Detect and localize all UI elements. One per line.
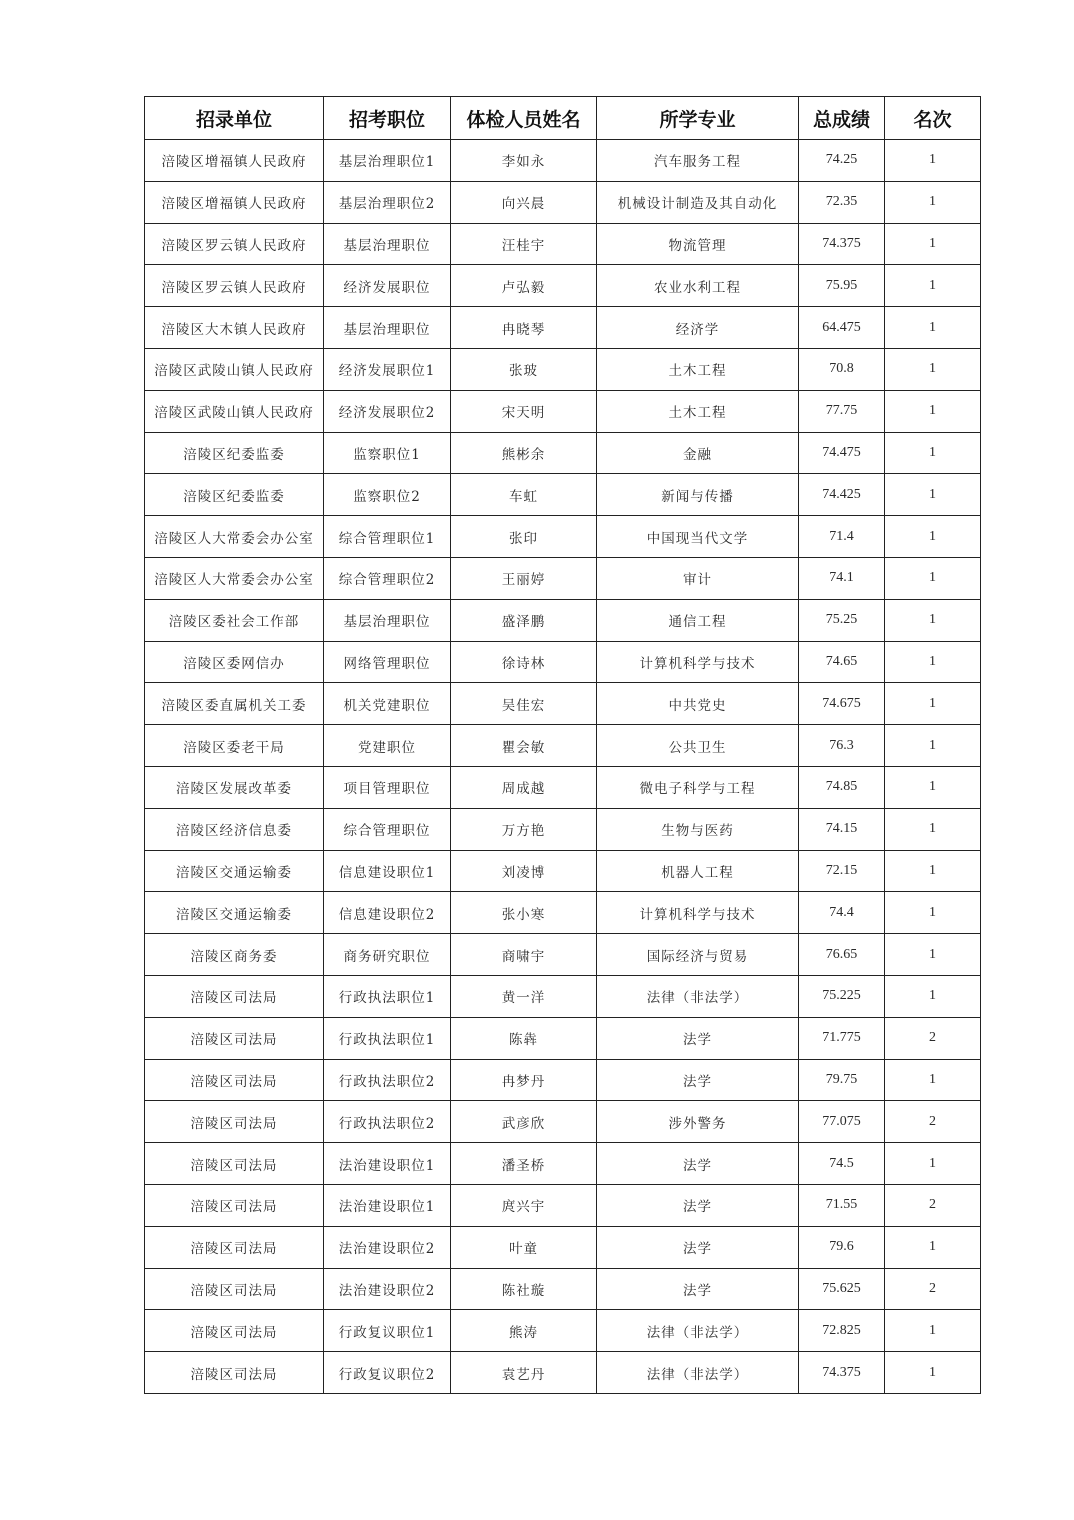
cell-major: 计算机科学与技术 — [597, 641, 799, 683]
cell-score: 74.15 — [799, 808, 885, 850]
cell-unit: 涪陵区委网信办 — [145, 641, 324, 683]
table-row — [145, 1268, 981, 1310]
cell-position: 经济发展职位2 — [324, 390, 451, 432]
cell-position: 基层治理职位 — [324, 223, 451, 265]
cell-major: 法学 — [597, 1017, 799, 1059]
cell-major: 汽车服务工程 — [597, 140, 799, 182]
cell-major: 法学 — [597, 1184, 799, 1226]
cell-score: 74.475 — [799, 432, 885, 474]
table-row — [145, 599, 981, 641]
cell-name: 向兴晨 — [451, 181, 597, 223]
cell-unit: 涪陵区司法局 — [145, 975, 324, 1017]
cell-name: 张印 — [451, 516, 597, 558]
cell-rank: 1 — [885, 432, 981, 474]
cell-position: 行政复议职位2 — [324, 1352, 451, 1394]
cell-name: 汪桂宇 — [451, 223, 597, 265]
cell-major: 生物与医药 — [597, 808, 799, 850]
table-row — [145, 390, 981, 432]
cell-unit: 涪陵区司法局 — [145, 1310, 324, 1352]
cell-major: 涉外警务 — [597, 1101, 799, 1143]
cell-name: 宋天明 — [451, 390, 597, 432]
cell-rank: 1 — [885, 390, 981, 432]
cell-name: 卢弘毅 — [451, 265, 597, 307]
table-row — [145, 557, 981, 599]
cell-rank: 1 — [885, 892, 981, 934]
table-row — [145, 140, 981, 182]
header-unit: 招录单位 — [145, 97, 324, 140]
cell-position: 党建职位 — [324, 725, 451, 767]
table-row — [145, 1310, 981, 1352]
cell-position: 监察职位1 — [324, 432, 451, 474]
table-row — [145, 516, 981, 558]
cell-unit: 涪陵区司法局 — [145, 1143, 324, 1185]
cell-position: 基层治理职位 — [324, 307, 451, 349]
cell-rank: 1 — [885, 474, 981, 516]
cell-major: 金融 — [597, 432, 799, 474]
exam-results-table — [144, 96, 981, 1394]
cell-name: 吴佳宏 — [451, 683, 597, 725]
cell-unit: 涪陵区武陵山镇人民政府 — [145, 390, 324, 432]
table-row — [145, 1352, 981, 1394]
cell-position: 基层治理职位 — [324, 599, 451, 641]
cell-score: 74.675 — [799, 683, 885, 725]
cell-major: 农业水利工程 — [597, 265, 799, 307]
cell-name: 陈犇 — [451, 1017, 597, 1059]
cell-rank: 1 — [885, 516, 981, 558]
cell-rank: 1 — [885, 348, 981, 390]
cell-major: 微电子科学与工程 — [597, 766, 799, 808]
cell-name: 李如永 — [451, 140, 597, 182]
cell-position: 综合管理职位2 — [324, 557, 451, 599]
table-header — [145, 97, 981, 140]
cell-name: 熊彬余 — [451, 432, 597, 474]
cell-position: 基层治理职位2 — [324, 181, 451, 223]
cell-rank: 1 — [885, 1352, 981, 1394]
cell-unit: 涪陵区司法局 — [145, 1226, 324, 1268]
cell-position: 监察职位2 — [324, 474, 451, 516]
cell-major: 法学 — [597, 1143, 799, 1185]
cell-name: 徐诗林 — [451, 641, 597, 683]
cell-rank: 1 — [885, 1226, 981, 1268]
cell-rank: 1 — [885, 599, 981, 641]
table-row — [145, 223, 981, 265]
table-row — [145, 181, 981, 223]
cell-rank: 1 — [885, 265, 981, 307]
cell-unit: 涪陵区发展改革委 — [145, 766, 324, 808]
cell-rank: 1 — [885, 975, 981, 1017]
cell-name: 庹兴宇 — [451, 1184, 597, 1226]
cell-score: 75.225 — [799, 975, 885, 1017]
cell-unit: 涪陵区司法局 — [145, 1352, 324, 1394]
cell-name: 商啸宇 — [451, 934, 597, 976]
cell-name: 万方艳 — [451, 808, 597, 850]
cell-rank: 1 — [885, 641, 981, 683]
table-row — [145, 1184, 981, 1226]
cell-rank: 1 — [885, 1310, 981, 1352]
cell-major: 法律（非法学） — [597, 975, 799, 1017]
cell-name: 陈社璇 — [451, 1268, 597, 1310]
cell-score: 72.35 — [799, 181, 885, 223]
cell-unit: 涪陵区委社会工作部 — [145, 599, 324, 641]
cell-position: 行政复议职位1 — [324, 1310, 451, 1352]
cell-score: 72.15 — [799, 850, 885, 892]
cell-rank: 1 — [885, 181, 981, 223]
header-position: 招考职位 — [324, 97, 451, 140]
cell-name: 王丽婷 — [451, 557, 597, 599]
cell-score: 71.55 — [799, 1184, 885, 1226]
table-row — [145, 348, 981, 390]
cell-rank: 2 — [885, 1184, 981, 1226]
cell-score: 75.95 — [799, 265, 885, 307]
cell-unit: 涪陵区委老干局 — [145, 725, 324, 767]
cell-score: 79.6 — [799, 1226, 885, 1268]
cell-position: 项目管理职位 — [324, 766, 451, 808]
cell-name: 张小寒 — [451, 892, 597, 934]
cell-position: 法治建设职位1 — [324, 1184, 451, 1226]
cell-score: 76.3 — [799, 725, 885, 767]
table-row — [145, 1143, 981, 1185]
cell-major: 法律（非法学） — [597, 1310, 799, 1352]
table-row — [145, 1101, 981, 1143]
cell-score: 74.25 — [799, 140, 885, 182]
cell-name: 叶童 — [451, 1226, 597, 1268]
cell-score: 74.1 — [799, 557, 885, 599]
cell-rank: 1 — [885, 557, 981, 599]
cell-position: 法治建设职位2 — [324, 1268, 451, 1310]
cell-unit: 涪陵区武陵山镇人民政府 — [145, 348, 324, 390]
cell-rank: 2 — [885, 1268, 981, 1310]
cell-major: 通信工程 — [597, 599, 799, 641]
cell-rank: 1 — [885, 850, 981, 892]
cell-position: 经济发展职位 — [324, 265, 451, 307]
table-row — [145, 307, 981, 349]
cell-unit: 涪陵区人大常委会办公室 — [145, 516, 324, 558]
table-row — [145, 934, 981, 976]
cell-score: 71.775 — [799, 1017, 885, 1059]
cell-rank: 1 — [885, 725, 981, 767]
cell-major: 新闻与传播 — [597, 474, 799, 516]
table-row — [145, 725, 981, 767]
cell-score: 71.4 — [799, 516, 885, 558]
table-row — [145, 683, 981, 725]
cell-position: 网络管理职位 — [324, 641, 451, 683]
table-body — [145, 140, 981, 1394]
table-row — [145, 850, 981, 892]
cell-position: 行政执法职位1 — [324, 975, 451, 1017]
cell-rank: 1 — [885, 1059, 981, 1101]
cell-rank: 2 — [885, 1101, 981, 1143]
table-row — [145, 641, 981, 683]
table-row — [145, 432, 981, 474]
cell-position: 基层治理职位1 — [324, 140, 451, 182]
cell-unit: 涪陵区罗云镇人民政府 — [145, 265, 324, 307]
cell-position: 行政执法职位1 — [324, 1017, 451, 1059]
cell-unit: 涪陵区纪委监委 — [145, 432, 324, 474]
cell-name: 袁艺丹 — [451, 1352, 597, 1394]
cell-unit: 涪陵区经济信息委 — [145, 808, 324, 850]
table-row — [145, 975, 981, 1017]
cell-score: 74.375 — [799, 1352, 885, 1394]
cell-rank: 1 — [885, 766, 981, 808]
cell-position: 法治建设职位2 — [324, 1226, 451, 1268]
cell-position: 商务研究职位 — [324, 934, 451, 976]
results-table-container — [144, 96, 980, 1394]
cell-major: 法学 — [597, 1059, 799, 1101]
cell-major: 机器人工程 — [597, 850, 799, 892]
cell-name: 张玻 — [451, 348, 597, 390]
cell-major: 土木工程 — [597, 390, 799, 432]
cell-name: 黄一洋 — [451, 975, 597, 1017]
cell-unit: 涪陵区委直属机关工委 — [145, 683, 324, 725]
table-row — [145, 766, 981, 808]
cell-major: 经济学 — [597, 307, 799, 349]
cell-rank: 1 — [885, 307, 981, 349]
table-row — [145, 474, 981, 516]
table-row — [145, 1059, 981, 1101]
cell-position: 行政执法职位2 — [324, 1101, 451, 1143]
cell-name: 盛泽鹏 — [451, 599, 597, 641]
cell-name: 熊涛 — [451, 1310, 597, 1352]
cell-unit: 涪陵区大木镇人民政府 — [145, 307, 324, 349]
cell-score: 74.4 — [799, 892, 885, 934]
cell-name: 冉梦丹 — [451, 1059, 597, 1101]
cell-unit: 涪陵区交通运输委 — [145, 850, 324, 892]
cell-major: 法学 — [597, 1226, 799, 1268]
cell-unit: 涪陵区交通运输委 — [145, 892, 324, 934]
cell-major: 公共卫生 — [597, 725, 799, 767]
table-row — [145, 265, 981, 307]
cell-name: 周成越 — [451, 766, 597, 808]
cell-major: 物流管理 — [597, 223, 799, 265]
cell-score: 72.825 — [799, 1310, 885, 1352]
cell-unit: 涪陵区增福镇人民政府 — [145, 181, 324, 223]
cell-unit: 涪陵区司法局 — [145, 1268, 324, 1310]
cell-score: 74.425 — [799, 474, 885, 516]
cell-major: 中国现当代文学 — [597, 516, 799, 558]
header-major: 所学专业 — [597, 97, 799, 140]
cell-score: 77.075 — [799, 1101, 885, 1143]
cell-unit: 涪陵区司法局 — [145, 1017, 324, 1059]
cell-position: 综合管理职位1 — [324, 516, 451, 558]
cell-major: 法律（非法学） — [597, 1352, 799, 1394]
cell-score: 70.8 — [799, 348, 885, 390]
cell-score: 76.65 — [799, 934, 885, 976]
cell-score: 74.85 — [799, 766, 885, 808]
cell-score: 74.65 — [799, 641, 885, 683]
cell-score: 79.75 — [799, 1059, 885, 1101]
cell-unit: 涪陵区司法局 — [145, 1101, 324, 1143]
cell-name: 冉晓琴 — [451, 307, 597, 349]
cell-unit: 涪陵区人大常委会办公室 — [145, 557, 324, 599]
cell-name: 瞿会敏 — [451, 725, 597, 767]
header-rank: 名次 — [885, 97, 981, 140]
cell-position: 综合管理职位 — [324, 808, 451, 850]
cell-unit: 涪陵区司法局 — [145, 1184, 324, 1226]
header-row — [145, 97, 981, 140]
header-name: 体检人员姓名 — [451, 97, 597, 140]
cell-position: 法治建设职位1 — [324, 1143, 451, 1185]
cell-rank: 1 — [885, 140, 981, 182]
cell-position: 行政执法职位2 — [324, 1059, 451, 1101]
cell-rank: 1 — [885, 223, 981, 265]
cell-score: 75.25 — [799, 599, 885, 641]
cell-score: 77.75 — [799, 390, 885, 432]
cell-rank: 1 — [885, 808, 981, 850]
cell-name: 潘圣桥 — [451, 1143, 597, 1185]
cell-unit: 涪陵区罗云镇人民政府 — [145, 223, 324, 265]
cell-major: 法学 — [597, 1268, 799, 1310]
cell-unit: 涪陵区增福镇人民政府 — [145, 140, 324, 182]
header-score: 总成绩 — [799, 97, 885, 140]
table-row — [145, 1017, 981, 1059]
cell-major: 中共党史 — [597, 683, 799, 725]
cell-position: 机关党建职位 — [324, 683, 451, 725]
cell-rank: 1 — [885, 934, 981, 976]
cell-name: 武彦欣 — [451, 1101, 597, 1143]
cell-major: 审计 — [597, 557, 799, 599]
cell-name: 刘凌博 — [451, 850, 597, 892]
cell-major: 计算机科学与技术 — [597, 892, 799, 934]
cell-position: 信息建设职位2 — [324, 892, 451, 934]
table-row — [145, 892, 981, 934]
cell-score: 75.625 — [799, 1268, 885, 1310]
cell-position: 信息建设职位1 — [324, 850, 451, 892]
cell-unit: 涪陵区纪委监委 — [145, 474, 324, 516]
cell-score: 74.5 — [799, 1143, 885, 1185]
cell-name: 车虹 — [451, 474, 597, 516]
table-row — [145, 808, 981, 850]
cell-rank: 1 — [885, 1143, 981, 1185]
cell-score: 64.475 — [799, 307, 885, 349]
cell-rank: 2 — [885, 1017, 981, 1059]
cell-score: 74.375 — [799, 223, 885, 265]
cell-rank: 1 — [885, 683, 981, 725]
cell-unit: 涪陵区商务委 — [145, 934, 324, 976]
cell-unit: 涪陵区司法局 — [145, 1059, 324, 1101]
cell-major: 土木工程 — [597, 348, 799, 390]
cell-major: 国际经济与贸易 — [597, 934, 799, 976]
table-row — [145, 1226, 981, 1268]
cell-position: 经济发展职位1 — [324, 348, 451, 390]
cell-major: 机械设计制造及其自动化 — [597, 181, 799, 223]
